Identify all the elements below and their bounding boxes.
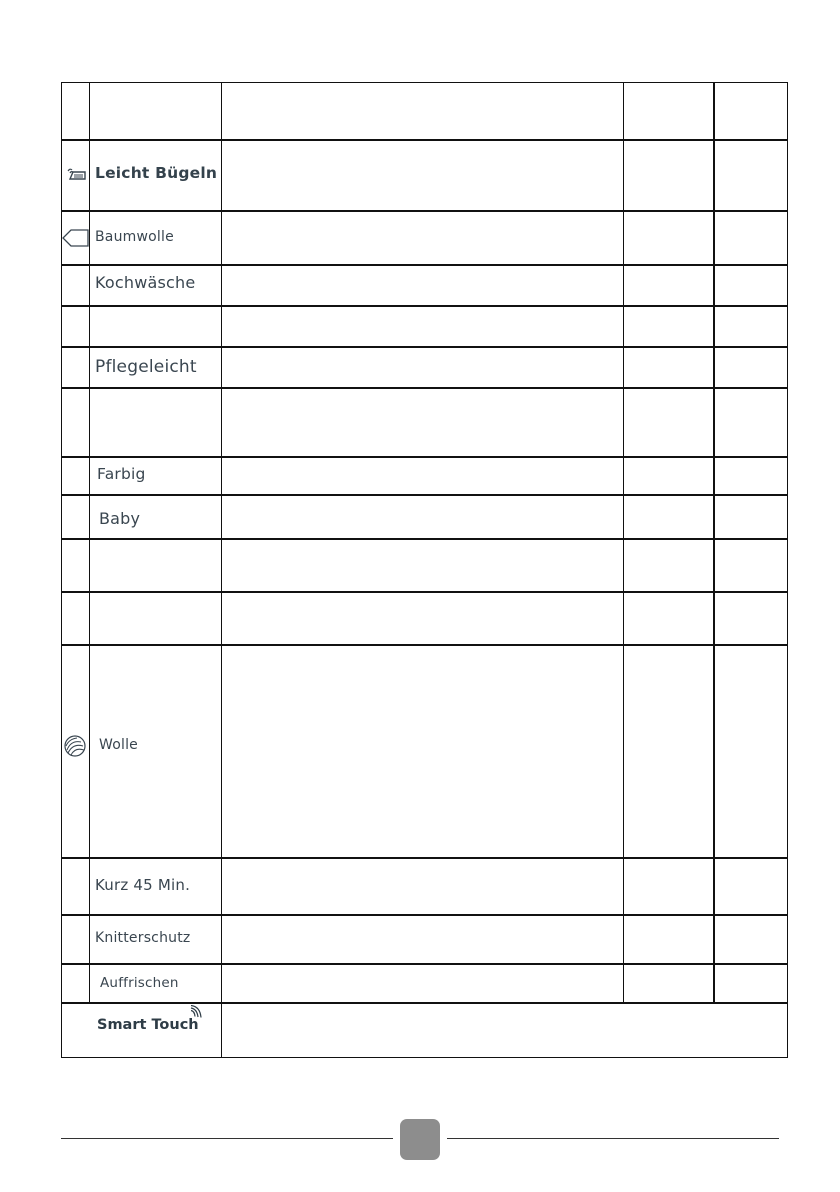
row-divider	[61, 591, 788, 593]
program-label-knitterschutz: Knitterschutz	[95, 930, 191, 946]
column-divider	[713, 82, 715, 1002]
program-table	[61, 82, 788, 1058]
row-divider	[61, 264, 788, 266]
row-divider	[61, 387, 788, 389]
program-label-kochwaesche: Kochwäsche	[95, 273, 196, 292]
program-label-auffrischen: Auffrischen	[100, 975, 179, 991]
wool-ball-icon	[63, 734, 87, 758]
row-divider	[61, 494, 788, 496]
footer-rule-left	[61, 1138, 393, 1139]
page-number-badge	[400, 1119, 440, 1160]
column-divider	[623, 82, 624, 1002]
program-label-farbig: Farbig	[97, 465, 146, 483]
column-divider	[89, 82, 90, 1002]
row-divider	[61, 139, 788, 141]
iron-easy-icon	[64, 162, 88, 186]
nfc-signal-icon	[189, 1005, 205, 1021]
row-divider	[61, 456, 788, 458]
footer-rule-right	[447, 1138, 779, 1139]
row-divider	[61, 210, 788, 212]
row-divider	[61, 538, 788, 540]
cotton-tag-icon	[61, 225, 89, 251]
row-divider	[61, 914, 788, 916]
row-divider	[61, 305, 788, 307]
row-divider	[61, 1002, 788, 1004]
row-divider	[61, 857, 788, 859]
row-divider	[61, 963, 788, 965]
column-divider	[221, 82, 222, 1058]
program-label-leicht-buegeln: Leicht Bügeln	[95, 164, 218, 182]
program-label-wolle: Wolle	[99, 737, 138, 753]
row-divider	[61, 346, 788, 348]
program-label-kurz-45: Kurz 45 Min.	[95, 876, 191, 894]
program-label-baby: Baby	[99, 509, 141, 528]
row-divider	[61, 644, 788, 646]
program-label-pflegeleicht: Pflegeleicht	[95, 357, 197, 377]
smart-touch-label: Smart Touch	[97, 1017, 199, 1033]
program-label-baumwolle: Baumwolle	[95, 229, 174, 245]
